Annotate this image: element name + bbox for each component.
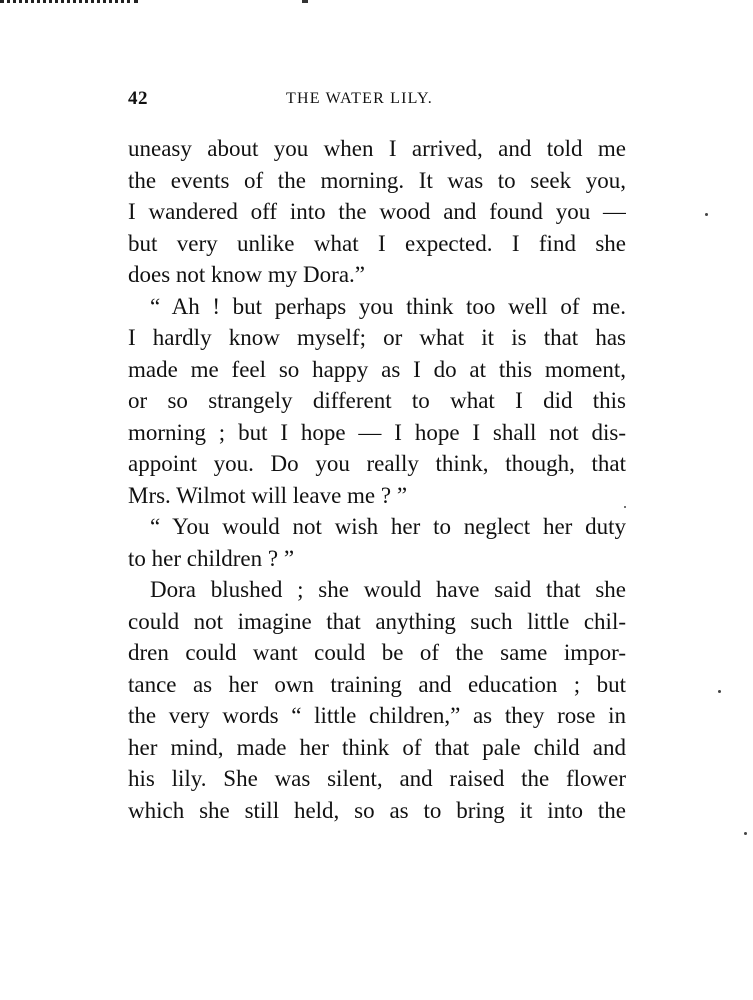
text-line: does not know my Dora.” xyxy=(128,262,365,287)
top-dotted-rule xyxy=(0,0,138,6)
text-line: Dora blushed ; she would have said that she xyxy=(150,577,626,602)
body-text xyxy=(128,133,626,826)
text-line: morning ; but I hope — I hope I shall not dis- xyxy=(128,419,626,445)
text-line: but very unlike what I expected. I find she xyxy=(128,230,626,256)
text-line: appoint you. Do you really think, though, that xyxy=(128,451,626,476)
scan-speck xyxy=(744,832,747,835)
text-line: which she still held, so as to bring it into the xyxy=(128,797,626,823)
text-line: “ You would not wish her to neglect her duty xyxy=(150,514,626,539)
text-line: tance as her own training and education ; but xyxy=(128,671,626,697)
text-line: “ Ah ! but perhaps you think too well of me. xyxy=(150,293,626,319)
text-line: or so strangely different to what I did this xyxy=(128,388,626,413)
page-header xyxy=(128,88,628,112)
text-line: dren could want could be of the same impor- xyxy=(128,640,626,665)
text-line: the very words “ little children,” as they rose in xyxy=(128,703,626,728)
top-edge-mark xyxy=(302,0,308,3)
page-number: 42 xyxy=(128,88,148,109)
text-line: uneasy about you when I arrived, and told me xyxy=(128,136,626,161)
text-line: could not imagine that anything such little chil- xyxy=(128,608,626,634)
text-line: I wandered off into the wood and found you — xyxy=(128,199,626,224)
scan-speck xyxy=(705,213,708,216)
scan-speck xyxy=(718,690,721,693)
text-line: his lily. She was silent, and raised the flower xyxy=(128,766,626,791)
running-title: THE WATER LILY. xyxy=(286,90,433,107)
text-line: the events of the morning. It was to seek you, xyxy=(128,167,626,193)
text-line: made me feel so happy as I do at this moment, xyxy=(128,356,626,382)
scan-speck xyxy=(624,506,626,508)
text-line: her mind, made her think of that pale child and xyxy=(128,734,626,760)
text-line: to her children ? ” xyxy=(128,545,295,571)
text-line: I hardly know myself; or what it is that has xyxy=(128,325,626,350)
text-line: Mrs. Wilmot will leave me ? ” xyxy=(128,482,408,508)
